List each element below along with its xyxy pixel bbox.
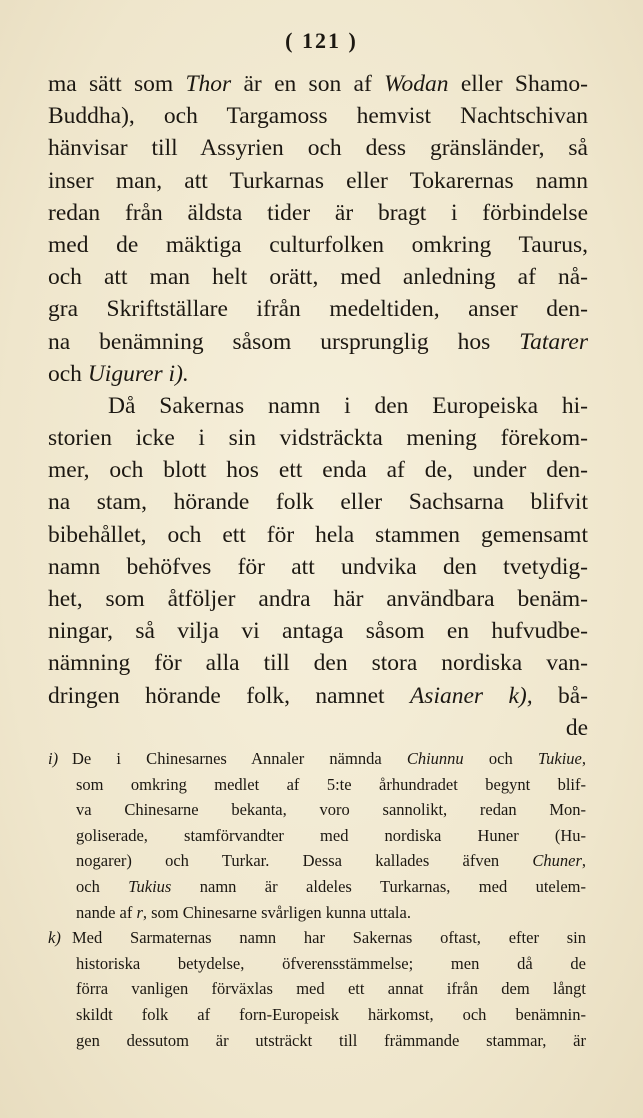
text-run: är en son af: [231, 71, 385, 97]
text-run: Med Sarmaternas namn har Sakernas oftast, efter sin: [72, 928, 586, 948]
footnote-line: historiska betydelse, öfverensstämmelse; men då de: [76, 953, 586, 973]
footnote-line: som omkring medlet af 5:te århundradet begynt blif-: [76, 774, 586, 794]
text-run: namn är aldeles Turkarnas, med utelem-: [171, 876, 586, 896]
footnote-line: förra vanligen förväxlas med ett annat ifrån dem långt: [76, 979, 586, 999]
main-text: [48, 68, 588, 744]
catchword: de: [565, 714, 588, 741]
text-line: redan från äldsta tider är bragt i förbindelse: [48, 199, 588, 226]
text-run: och: [48, 360, 88, 387]
text-line: [48, 326, 588, 358]
footnote-k: [48, 925, 586, 951]
text-run: nande af: [76, 902, 137, 922]
footnote-i: i) De i Chinesarnes Annaler nämnda Chiunnu och Tukiue,: [48, 746, 586, 772]
footnote-ref: Asianer k),: [409, 682, 533, 709]
text-line: [48, 358, 588, 390]
text-line: nämning för alla till den stora nordiska van-: [48, 650, 588, 677]
text-line: namn behöfves för att undvika den tvetydig-: [48, 553, 588, 580]
text-line: och att man helt orätt, med anledning af nå-: [48, 264, 588, 291]
text-line: [48, 68, 588, 100]
footnotes: [48, 746, 586, 1053]
paragraph-start: Då Sakernas namn i den Europeiska hi-: [108, 392, 588, 419]
footnote-line: goliserade, stamförvandter med nordiska Huner (Hu-: [76, 825, 586, 845]
text-line: Buddha), och Targamoss hemvist Nachtschivan: [48, 103, 588, 130]
footnote-line: va Chinesarne bekanta, voro sannolikt, redan Mon-: [76, 800, 586, 820]
text-line: na stam, hörande folk eller Sachsarna blifvit: [48, 489, 588, 516]
italic-name: Tukius: [128, 876, 172, 896]
italic-name: Chuner: [532, 851, 582, 871]
italic-name: Chiunnu: [406, 749, 464, 768]
text-line: inser man, att Turkarnas eller Tokarernas namn: [48, 167, 588, 194]
text-line: med de mäktiga culturfolken omkring Taurus,: [48, 231, 588, 258]
italic-name: Thor: [185, 71, 232, 97]
text-line: mer, och blott hos ett enda af de, under den-: [48, 457, 588, 484]
text-line: gra Skriftställare ifrån medeltiden, anser den-: [48, 296, 588, 323]
italic-name: r: [136, 902, 143, 922]
italic-name: Tukiue: [537, 749, 582, 768]
text-line: hänvisar till Assyrien och dess gränsländer, så: [48, 135, 588, 162]
text-line: [48, 680, 588, 712]
text-run: bå-: [532, 682, 588, 709]
text-run: De i Chinesarnes Annaler nämnda: [72, 749, 407, 768]
footnote-line: gen dessutom är utsträckt till främmande stammar, är: [76, 1030, 586, 1050]
footnote-ref: Uigurer i).: [87, 360, 189, 387]
text-line: het, som åtföljer andra här användbara benäm-: [48, 586, 588, 612]
text-run: , som Chinesarne svårligen kunna uttala.: [142, 902, 411, 922]
footnote-line: [76, 900, 586, 926]
footnote-line: [76, 874, 586, 900]
footnote-mark: k): [48, 928, 61, 948]
footnote-mark: i): [48, 749, 59, 768]
text-run: nogarer) och Turkar. Dessa kallades äfven: [76, 851, 533, 871]
italic-name: Tatarer: [519, 328, 588, 355]
text-run: eller Shamo-: [448, 71, 588, 97]
text-run: na benämning såsom ursprunglig hos: [48, 328, 520, 355]
text-run: och: [76, 876, 129, 896]
text-run: ma sätt som: [48, 71, 186, 97]
footnote-line: skildt folk af forn-Europeisk härkomst, och benämnin-: [76, 1004, 586, 1024]
page-number: ( 121 ): [285, 28, 358, 53]
text-line: ningar, så vilja vi antaga såsom en hufvudbe-: [48, 618, 588, 645]
text-run: dringen hörande folk, namnet: [48, 682, 410, 709]
text-line: storien icke i sin vidsträckta mening förekom-: [48, 425, 588, 452]
italic-name: Wodan: [384, 71, 449, 97]
text-run: och: [463, 749, 538, 768]
text-line: bibehållet, och ett för hela stammen gemensamt: [48, 521, 588, 548]
footnote-line: nogarer) och Turkar. Dessa kallades äfven Chuner,: [76, 851, 586, 871]
